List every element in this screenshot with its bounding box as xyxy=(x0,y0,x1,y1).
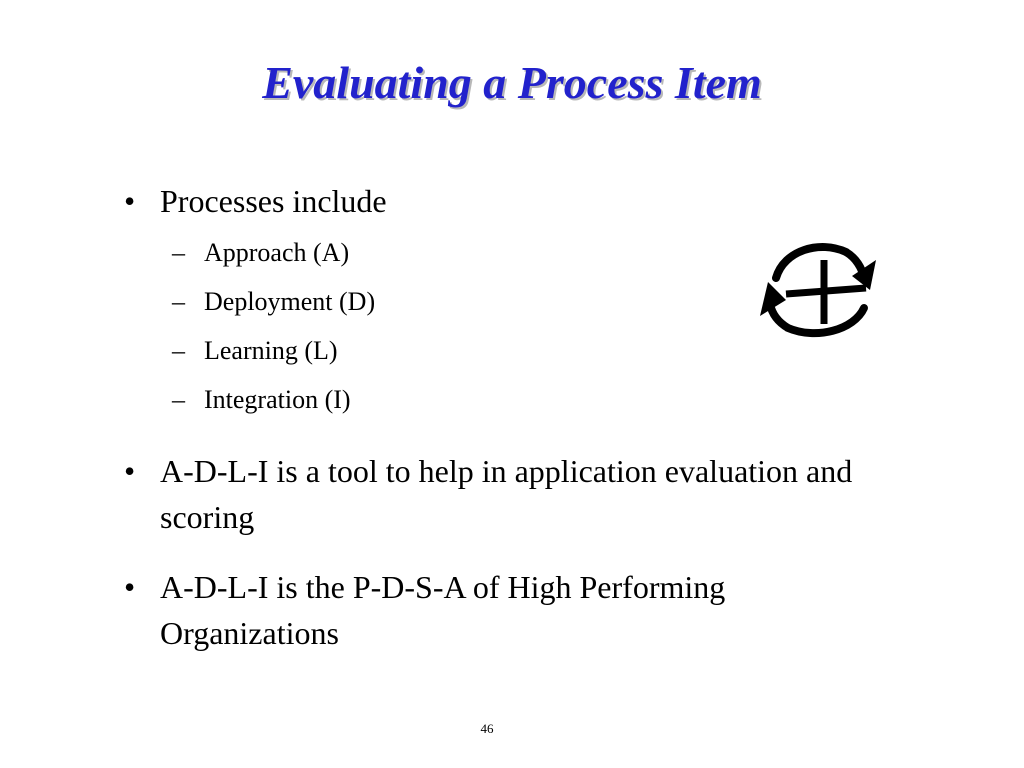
bullet-text: A-D-L-I is a tool to help in application evaluation and scoring xyxy=(160,453,853,535)
sub-bullet-marker: – xyxy=(172,336,185,365)
bullet-text: Processes include xyxy=(160,183,387,219)
slide-title: Evaluating a Process Item xyxy=(262,57,762,108)
bullet-marker: • xyxy=(124,453,136,489)
slide-number: 46 xyxy=(480,721,494,736)
sub-item-text: Deployment (D) xyxy=(204,287,376,316)
sub-item-text: Learning (L) xyxy=(204,336,338,365)
bullet-adli-tool xyxy=(120,448,910,540)
sub-item-text: Integration (I) xyxy=(204,385,351,414)
bullet-marker: • xyxy=(124,569,136,605)
sub-item-text: Approach (A) xyxy=(204,238,350,267)
sub-item-integration xyxy=(160,375,910,424)
sub-bullet-marker: – xyxy=(172,385,185,414)
bullet-marker: • xyxy=(124,183,136,219)
sub-bullet-marker: – xyxy=(172,287,185,316)
cycle-arrows-cross-icon xyxy=(758,238,880,340)
sub-bullet-marker: – xyxy=(172,238,185,267)
bullet-adli-pdsa xyxy=(120,564,910,656)
bullet-text: A-D-L-I is the P-D-S-A of High Performing Organizations xyxy=(160,569,726,651)
